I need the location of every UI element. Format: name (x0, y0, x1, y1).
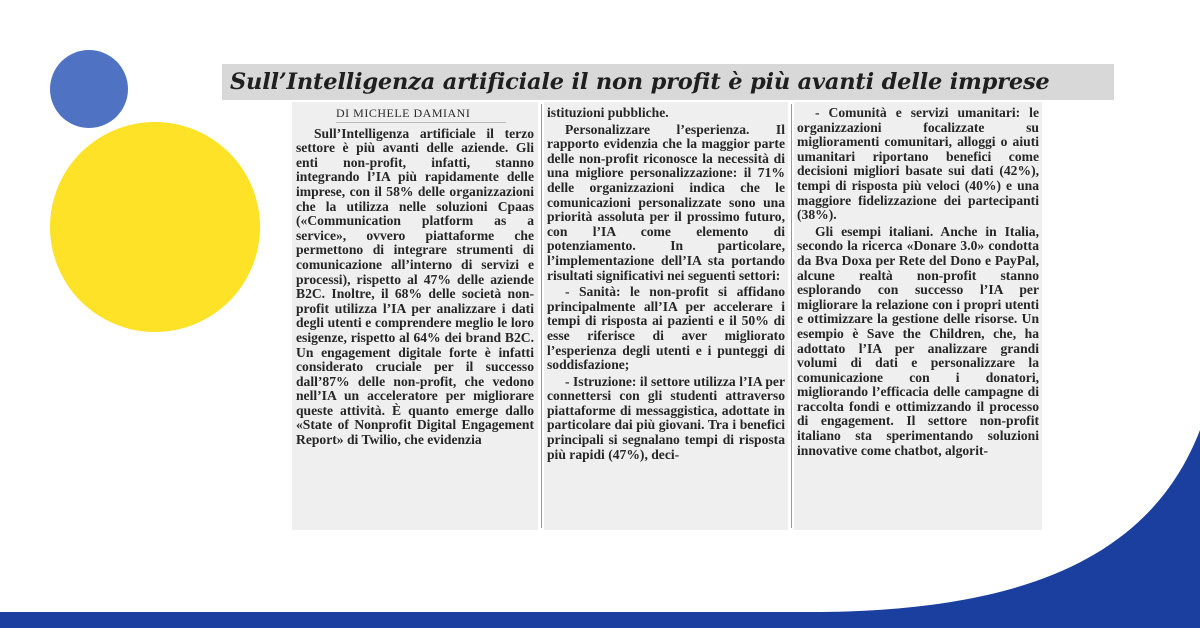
column-divider (541, 104, 542, 528)
article-paragraph: Personalizzare l’esperienza. Il rapporto evidenzia che la maggior parte delle non-profit riconosce la necessità di una migliore personalizzazione: il 71% delle organizzazioni indica che le comunicazioni personalizzate sono una priorità assoluta per il prossimo futuro, con l’IA come elemento di potenziamento. In particolare, l’implementazione dell’IA sta portando risultati significativi nei seguenti settori: (547, 121, 785, 283)
article-column-3 (797, 106, 1039, 458)
article-paragraph: Sull’Intelligenza artificiale il terzo settore è più avanti delle aziende. Gli enti non-profit, infatti, stanno integrando l’IA più rapidamente delle imprese, con il 58% delle organizzazioni che la utilizza nelle soluzioni Cpaas («Communication platform as a service», ovvero piattaforme che permettono di integrare strumenti di comunicazione all’interno di servizi e processi), rispetto al 47% delle aziende B2C. Inoltre, il 68% delle società non-profit utilizza l’IA per analizzare i dati degli utenti e comprendere meglio le loro esigenze, rispetto al 64% dei brand B2C. Un engagement digitale forte è infatti considerato cruciale per il successo dall’87% delle non-profit, che vedono nell’IA un acceleratore per migliorare queste attività. È quanto emerge dallo «State of Nonprofit Digital Engagement Report» di Twilio, che evidenzia (296, 125, 534, 448)
newspaper-clipping (222, 64, 1114, 534)
blue-circle-decoration (50, 50, 128, 128)
article-paragraph: - Comunità e servizi umanitari: le organizzazioni focalizzate su miglioramenti comunitari, alloggi o aiuti umanitari riportano benefici come decisioni migliori basate sui dati (42%), tempi di risposta più veloci (40%) e una maggiore fidelizzazione dei partecipanti (38%). (797, 105, 1039, 223)
article-column-2 (547, 106, 785, 462)
article-byline: DI MICHELE DAMIANI (336, 106, 506, 123)
article-paragraph: - Istruzione: il settore utilizza l’IA per connettersi con gli studenti attraverso piattaforme di messaggistica, adottate in particolare dai più giovani. Tra i benefici principali si segnalano tempi di risposta più rapidi (47%), deci- (547, 373, 785, 462)
column-divider (791, 104, 792, 528)
article-paragraph: istituzioni pubbliche. (547, 105, 669, 120)
article-column-1 (296, 106, 534, 448)
article-paragraph: - Sanità: le non-profit si affidano principalmente all’IA per accelerare i tempi di risposta ai pazienti e il 50% di esse riferisce di aver migliorato l’esperienza degli utenti e i punteggi di soddisfazione; (547, 284, 785, 373)
article-headline: Sull’Intelligenza artificiale il non profit è più avanti delle imprese (230, 69, 1050, 95)
article-paragraph: Gli esempi italiani. Anche in Italia, secondo la ricerca «Donare 3.0» condotta da Bva Doxa per Rete del Dono e PayPal, alcune realtà non-profit stanno esplorando con successo l’IA per migliorare la relazione con i propri utenti e ottimizzare la gestione delle risorse. Un esempio è Save the Children, che, ha adottato l’IA per analizzare grandi volumi di dati e personalizzare la comunicazione con i donatori, migliorando l’efficacia delle campagne di raccolta fondi e ottimizzando il processo di engagement. Il settore non-profit italiano sta sperimentando soluzioni innovative come chatbot, algorit- (797, 223, 1039, 458)
